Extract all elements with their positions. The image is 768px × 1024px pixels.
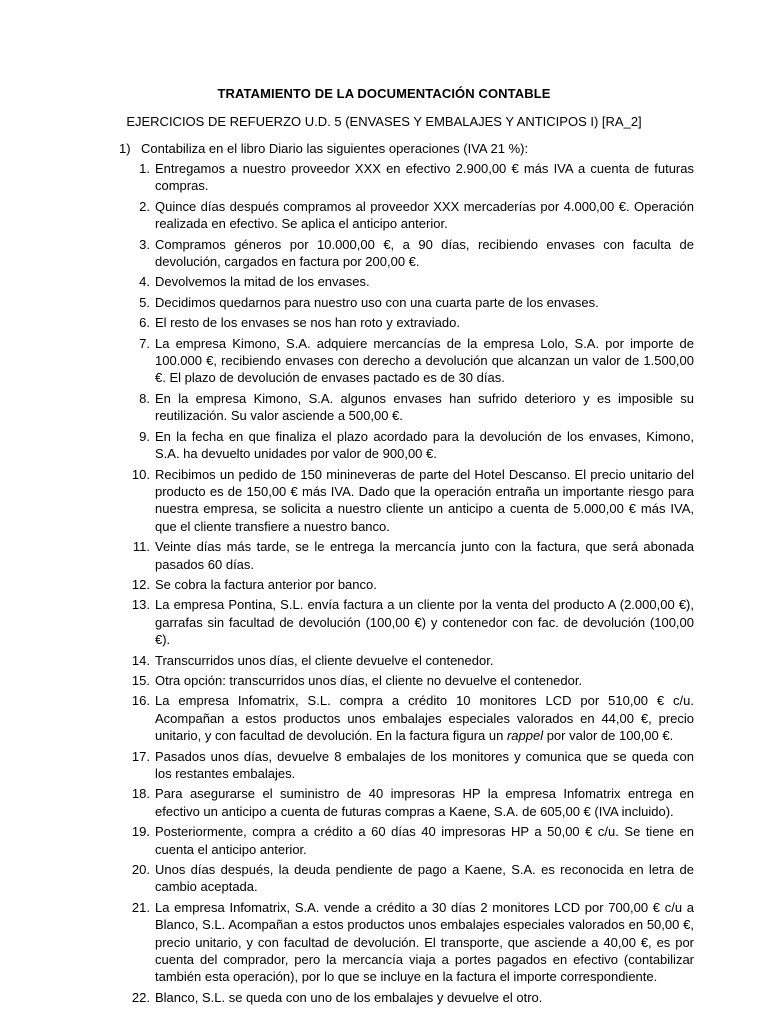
list-item-text: Transcurridos unos días, el cliente devuelve el contenedor. (155, 652, 494, 668)
list-item-text: La empresa Infomatrix, S.A. vende a crédito a 30 días 2 monitores LCD por 700,00 € c/u a Blanco, S.L. Acompañan a estos productos unos embalajes especiales valorados en 50,00 €, precio unitario, y con facultad de devolución. El transporte, que asciende a 40,00 €, es por cuenta del comprador, pero la mercancía viaja a portes pagados en efectivo (contabilizar también esta operación), por lo que se incluye en la factura el importe correspondiente. (155, 899, 694, 985)
list-item (0, 748, 768, 783)
list-item-number: 19. (131, 824, 150, 840)
list-item (0, 294, 768, 311)
exercise-list (0, 152, 768, 1006)
list-item (0, 672, 768, 689)
list-item (0, 273, 768, 290)
list-item-number: 14. (131, 652, 150, 668)
list-item (0, 236, 768, 271)
list-item-text: La empresa Infomatrix, S.L. compra a crédito 10 monitores LCD por 510,00 € c/u. Acompañan a estos productos unos embalajes especiales valorados en 44,00 €, precio unitario, y con facultad de devolución. En la factura figura un rappel por valor de 100,00 €. (155, 693, 694, 744)
list-item (0, 692, 768, 744)
list-item (0, 989, 768, 1006)
list-item-number: 11. (132, 539, 150, 555)
list-item (0, 899, 768, 986)
list-item-text: La empresa Kimono, S.A. adquiere mercancías de la empresa Lolo, S.A. por importe de 100.000 €, recibiendo envases con derecho a devolución que alcanzan un valor de 1.500,00 €. El plazo de devolución de envases pactado es de 30 días. (155, 335, 694, 386)
list-item-text: El resto de los envases se nos han roto y extraviado. (155, 315, 460, 331)
list-item (0, 390, 768, 425)
list-item-number: 16. (131, 693, 150, 709)
list-item (0, 314, 768, 331)
list-item-text: Entregamos a nuestro proveedor XXX en efectivo 2.900,00 € más IVA a cuenta de futuras compras. (155, 161, 694, 194)
list-item-text: Otra opción: transcurridos unos días, el cliente no devuelve el contenedor. (155, 672, 583, 688)
list-item-text: Unos días después, la deuda pendiente de pago a Kaene, S.A. es reconocida en letra de cambio aceptada. (155, 862, 694, 895)
list-item (0, 596, 768, 648)
list-item-number: 6. (139, 315, 150, 331)
list-item (0, 785, 768, 820)
list-item-number: 21. (131, 899, 150, 915)
list-item-number: 7. (139, 335, 150, 351)
list-item-number: 12. (131, 576, 150, 592)
document-subtitle: EJERCICIOS DE REFUERZO U.D. 5 (ENVASES Y EMBALAJES Y ANTICIPOS I) [RA_2] (126, 114, 642, 129)
list-item-number: 3. (139, 236, 150, 252)
list-item (0, 823, 768, 858)
section-text: Contabiliza en el libro Diario las siguientes operaciones (IVA 21 %): (141, 141, 529, 156)
list-item-text: Posteriormente, compra a crédito a 60 días 40 impresoras HP a 50,00 € c/u. Se tiene en cuenta el anticipo anterior. (155, 824, 694, 857)
list-item (0, 861, 768, 896)
list-item-text: Devolvemos la mitad de los envases. (155, 274, 370, 290)
list-item-number: 2. (139, 198, 150, 214)
list-item (0, 428, 768, 463)
list-item-number: 13. (131, 597, 150, 613)
list-item-text: Compramos géneros por 10.000,00 €, a 90 días, recibiendo envases con faculta de devolución, cargados en factura por 200,00 €. (155, 236, 694, 270)
list-item-number: 1. (139, 161, 150, 176)
list-item-number: 9. (139, 428, 150, 444)
list-item-number: 8. (139, 390, 150, 406)
list-item-text: Quince días después compramos al proveedor XXX mercaderías por 4.000,00 €. Operación realizada en efectivo. Se aplica el anticipo anterior. (155, 198, 694, 232)
list-item-text: La empresa Pontina, S.L. envía factura a un cliente por la venta del producto A (2.000,00 €), garrafas sin facultad de devolución (100,00 €) y contenedor con fac. de devolución (100,00 €). (155, 597, 694, 648)
list-item-text: Pasados unos días, devuelve 8 embalajes de los monitores y comunica que se queda con los restantes embalajes. (155, 748, 694, 781)
list-item-text: Blanco, S.L. se queda con uno de los embalajes y devuelve el otro. (155, 989, 543, 1005)
list-item-text: Decidimos quedarnos para nuestro uso con una cuarta parte de los envases. (155, 294, 599, 310)
list-item (0, 466, 768, 536)
document-title: TRATAMIENTO DE LA DOCUMENTACIÓN CONTABLE (217, 86, 551, 101)
list-item (0, 160, 768, 195)
list-item (0, 538, 768, 573)
list-item-text: En la fecha en que finaliza el plazo acordado para la devolución de los envases, Kimono, S.A. ha devuelto unidades por valor de 900,00 €. (155, 428, 694, 462)
list-item-number: 22. (131, 989, 150, 1005)
list-item-text: Veinte días más tarde, se le entrega la mercancía junto con la factura, que será abonada pasados 60 días. (155, 539, 694, 572)
list-item-text: Se cobra la factura anterior por banco. (155, 576, 377, 592)
list-item-number: 20. (131, 862, 150, 878)
list-item-number: 18. (131, 786, 150, 802)
list-item-text: En la empresa Kimono, S.A. algunos envases han sufrido deterioro y es imposible su reutilización. Su valor asciende a 500,00 €. (155, 390, 694, 424)
list-item-number: 10. (131, 466, 150, 482)
list-item (0, 335, 768, 387)
list-item-number: 4. (139, 274, 150, 290)
list-item-number: 15. (131, 672, 150, 688)
list-item-number: 17. (131, 748, 150, 764)
section-number: 1) (119, 141, 131, 156)
list-item (0, 652, 768, 669)
list-item-text: Para asegurarse el suministro de 40 impresoras HP la empresa Infomatrix entrega en efectivo un anticipo a cuenta de futuras compras a Kaene, S.A. de 605,00 € (IVA incluido). (155, 786, 694, 819)
list-item-text: Recibimos un pedido de 150 minineveras de parte del Hotel Descanso. El precio unitario del producto es de 150,00 € más IVA. Dado que la operación entraña un importante riesgo para nuestra empresa, se solicita a nuestro cliente un anticipo a cuenta de 5.000,00 € más IVA, que el cliente transfiere a nuestro banco. (155, 466, 694, 534)
list-item (0, 576, 768, 593)
list-item (0, 198, 768, 233)
list-item-number: 5. (139, 294, 150, 310)
